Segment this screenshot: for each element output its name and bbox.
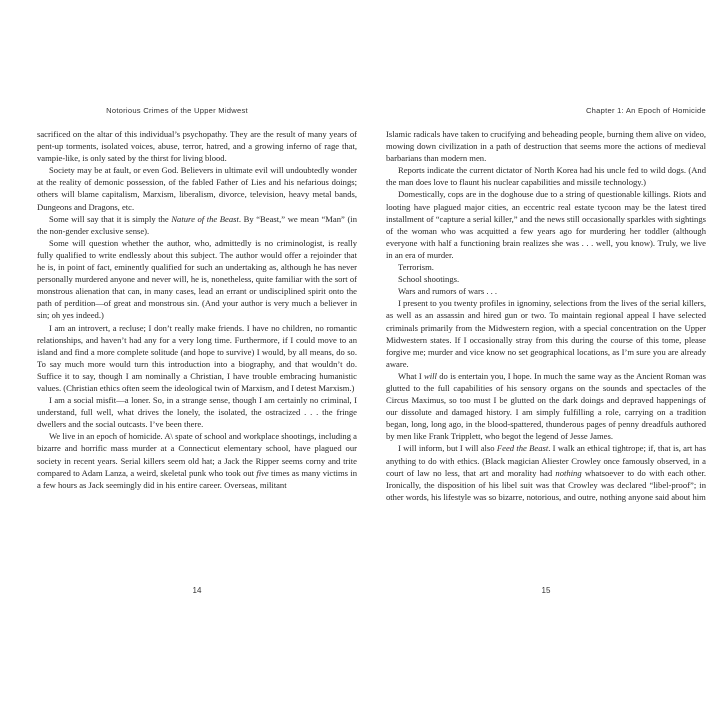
text-run: . By “Beast,” we mean “Man” (in the non-gender exclusive sense). xyxy=(37,213,357,236)
paragraph xyxy=(386,128,706,164)
running-head-right: Chapter 1: An Epoch of Homicide xyxy=(585,106,706,115)
right-page xyxy=(386,0,706,720)
text-run: I am a social misfit—a loner. So, in a strange sense, though I am certainly no criminal, I understand, full well, what drives the lonely, the isolated, the ostracized . . . the fringe dwellers and the social outcasts. I’ve been there. xyxy=(37,395,357,430)
text-run: I present to you twenty profiles in ignominy, selections from the lives of the serial killers, as well as an assassin and hired gun or two. To maintain regional appeal I have selected criminals primarily from the Midwestern region, with a special concentration on the Upper Midwestern states. If I occasionally stray from this during the course of this tome, please forgive me; murder and vice know no set geographical locations, as I’m sure you are already aware. xyxy=(386,298,706,369)
text-run: What I xyxy=(398,370,425,381)
text-run: Islamic radicals have taken to crucifying and beheading people, burning them alive on video, mowing down civilization in a path of destruction that seems more the actions of medieval barbarians than modern men. xyxy=(386,129,707,164)
text-run: . I walk an ethical tightrope; if, that is, art has anything to do with ethics. (Black magician Aliester Crowley once famously observed, in a court of law no less, that art and morality had xyxy=(386,443,706,478)
italic-text: nothing xyxy=(555,467,582,478)
text-run: sacrificed on the altar of this individual’s psychopathy. They are the result of many years of pent-up torments, isolated voices, abuse, terror, hatred, and a growing inferno of rage that, vampie-like, is only sated by the thirst for living blood. xyxy=(37,129,357,164)
paragraph xyxy=(386,261,706,273)
running-head-left: Notorious Crimes of the Upper Midwest xyxy=(106,106,248,115)
paragraph xyxy=(37,128,357,164)
text-run: Society may be at fault, or even God. Believers in ultimate evil will undoubtedly wonder at the reality of demonic possession, of the fabled Father of Lies and his nefarious doings; others will blame capitalism, Marxism, liberalism, divorce, television, heavy metal bands, Dungeons and Dragons, etc. xyxy=(37,165,357,212)
paragraph xyxy=(37,430,357,490)
text-run: Some will question whether the author, who, admittedly is no criminologist, is really fully qualified to write endlessly about this subject. The author would offer a rejoinder that he is, in point of fact, eminently qualified for such an undertaking as, although he has never personally murdered anyone and never will, he is, nonetheless, quite familiar with the sort of monstrous alienation that can, in many cases, lead an errant or undisciplined spirit onto the path of perdition—of great and monstrous sin. (And your author is very much a believer in sin; oh yes indeed.) xyxy=(37,237,357,321)
paragraph xyxy=(37,322,357,395)
text-run: I am an introvert, a recluse; I don’t really make friends. I have no children, no romantic relationships, and haven’t had any for a very long time. Furthermore, if I could move to an island and find a more complete solitude (and hope to survive) I would, by all means, do so. To say much more would turn this introduction into a biography, and that wouldn’t do. Suffice it to say, though I am nominally a Christian, I have trouble embracing humanistic values. (Christian ethics often seem the ideological twin of Marxism, and I detest Marxism.) xyxy=(37,322,357,393)
italic-text: Nature of the Beast xyxy=(171,213,239,224)
paragraph xyxy=(386,297,706,370)
text-run: whatsoever to do with each other. Ironically, the disposition of his libel suit was that Crowley was declared “libel-proof”; in other words, his lifestyle was so bizarre, notorious, and outre, nothing anyone said about him xyxy=(386,467,706,502)
italic-text: five xyxy=(256,467,269,478)
paragraph xyxy=(386,273,706,285)
paragraph xyxy=(37,164,357,212)
page-number-left: 14 xyxy=(192,586,202,595)
text-run: Some will say that it is simply the xyxy=(49,213,172,224)
right-page-body xyxy=(386,128,706,503)
text-run: do is entertain you, I hope. In much the same way as the Ancient Roman was glutted to the full capabilities of his sensory organs on the sounds and spectacles of the Circus Maximus, so too must I be glutted on the dark doings and depraved happenings of our dissolute and damaged history. I am simply fulfilling a role, carrying on a tradition began, long, long ago, in the blood-spattered, thunderous pages of penny dreadfuls authored by men like Frank Tripplett, who begot the legend of Jesse James. xyxy=(386,370,706,442)
text-run: Reports indicate the current dictator of North Korea had his uncle fed to wild dogs. (And the man does love to flaunt his nuclear capabilities and missile technology.) xyxy=(386,165,706,188)
paragraph xyxy=(386,370,706,443)
text-run: I will inform, but I will also xyxy=(398,443,497,454)
paragraph xyxy=(37,213,357,237)
text-run: Terrorism. xyxy=(398,262,434,273)
text-run: School shootings. xyxy=(398,274,460,285)
text-run: We live in an epoch of homicide. A\ spate of school and workplace shootings, including a bizarre and horrific mass murder at a Connecticut elementary school, have plagued our society in recent years. Serial killers seem old hat; a Jack the Ripper seems corny and trite compared to Adam Lanza, a weird, skeletal punk who took out xyxy=(37,431,357,478)
left-page-body xyxy=(37,128,357,491)
paragraph xyxy=(386,285,706,297)
page-number-right: 15 xyxy=(541,586,551,595)
paragraph xyxy=(386,442,706,502)
paragraph xyxy=(386,188,706,261)
italic-text: Feed the Beast xyxy=(496,443,549,454)
text-run: times as many victims in a few hours as Jack seemingly did in his entire career. Overseas, militant xyxy=(37,467,357,490)
left-page xyxy=(37,0,357,720)
text-run: Wars and rumors of wars . . . xyxy=(398,286,498,297)
italic-text: will xyxy=(424,370,437,381)
paragraph xyxy=(37,394,357,430)
paragraph xyxy=(37,237,357,322)
paragraph xyxy=(386,164,706,188)
text-run: Domestically, cops are in the doghouse due to a string of questionable killings. Riots and looting have plagued major cities, an eccentric real estate tycoon may be the latest tired installment of “capture a serial killer,” and the news still occasionally sparkles with sightings of the woman who was acquitted a few years ago for murdering her toddler (although everyone with half a functioning brain realizes she was . . . well, you know). Truly, we live in an era of murder. xyxy=(386,189,706,260)
